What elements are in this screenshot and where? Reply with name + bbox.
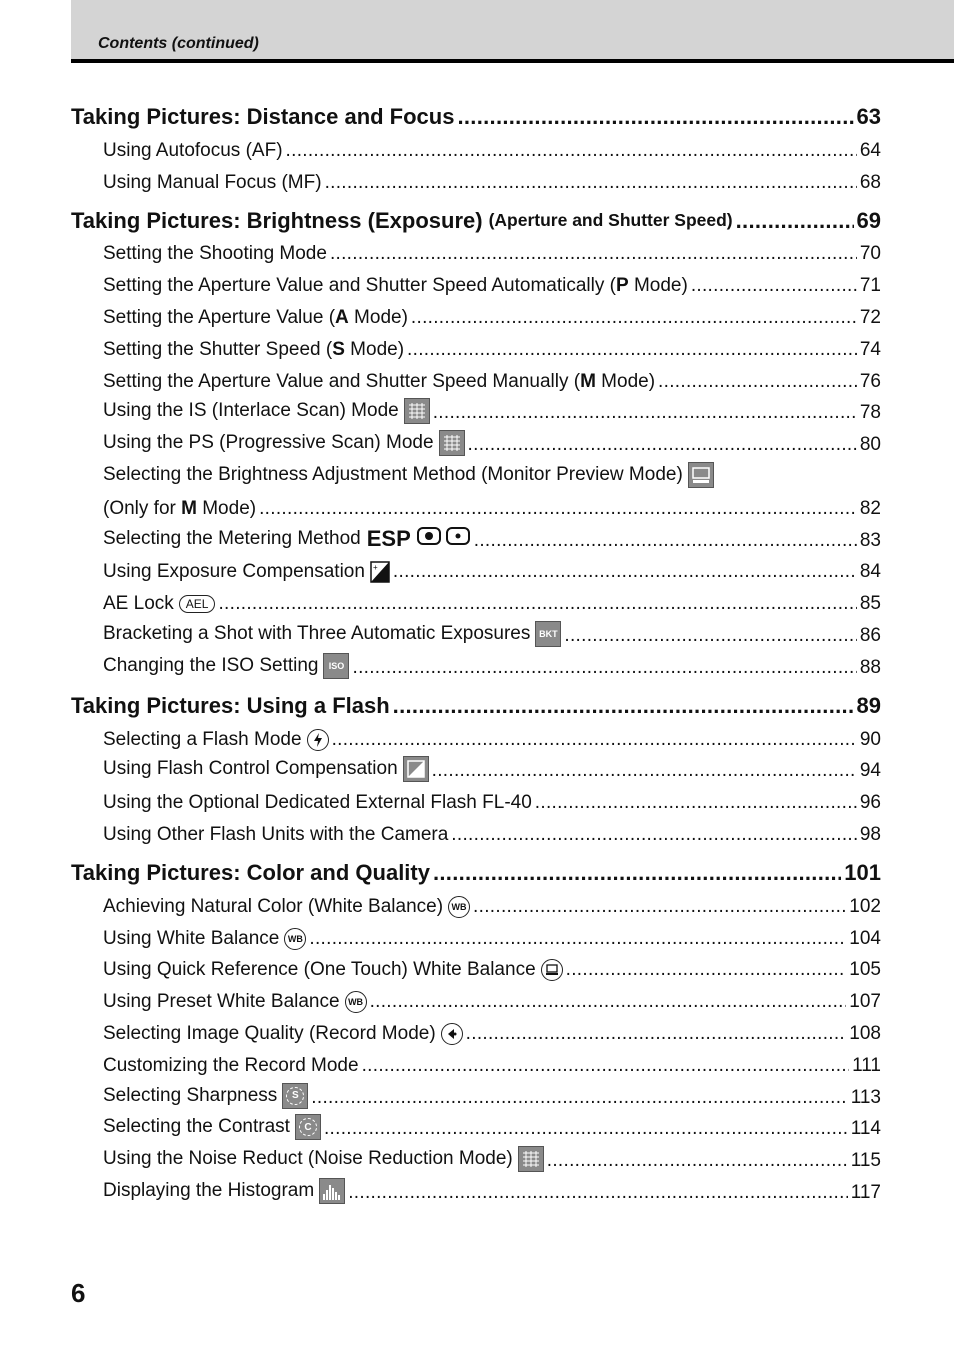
toc-section (71, 200, 881, 679)
leader-dots (218, 593, 856, 615)
entry-page-number: 115 (850, 1150, 881, 1172)
toc-entry (71, 782, 881, 814)
mode-letter: A (335, 306, 349, 328)
entry-page-number: 72 (859, 306, 881, 328)
entry-page-number: 86 (859, 624, 881, 646)
toc-entry (71, 719, 881, 751)
entry-page-number: 98 (859, 823, 881, 845)
toc-entry (71, 1013, 881, 1045)
entry-label: Using White Balance WB (103, 928, 306, 950)
toc-entry (71, 1045, 881, 1077)
entry-page-number: 83 (859, 529, 881, 551)
toc-entry (71, 615, 881, 647)
section-title-text: Taking Pictures: Color and Quality (71, 859, 430, 885)
monitor-mode-icon (688, 462, 714, 488)
wb-icon: WB (345, 991, 367, 1013)
entry-label: Selecting the Metering Method ESP (103, 526, 471, 552)
toc-entry (71, 583, 881, 615)
toc-entry (71, 329, 881, 361)
leader-dots (393, 561, 857, 583)
leader-dots (658, 371, 857, 393)
entry-page-number: 71 (859, 275, 881, 297)
leader-dots (473, 896, 846, 918)
toc-entry (71, 981, 881, 1013)
flash-compensation-icon (403, 756, 429, 782)
section-title (71, 104, 454, 130)
toc-entry (71, 456, 881, 488)
leader-dots (466, 1023, 847, 1045)
entry-page-number: 76 (859, 370, 881, 392)
toc-entry (71, 918, 881, 950)
entry-label: AE Lock AEL (103, 593, 215, 615)
page-number: 6 (71, 1278, 86, 1308)
wb-icon: WB (448, 896, 470, 918)
toc-entry (71, 520, 881, 552)
leader-dots (566, 959, 847, 981)
contrast-icon: C (295, 1114, 321, 1140)
toc-entry (71, 234, 881, 266)
toc-entry (71, 552, 881, 584)
leader-dots (451, 824, 857, 846)
mode-letter: M (181, 497, 197, 519)
toc-entry (71, 1077, 881, 1109)
leader-dots (474, 530, 857, 552)
toc-entry (71, 886, 881, 918)
mode-letter: S (332, 338, 345, 360)
entry-page-number: 70 (859, 243, 881, 265)
leader-dots (433, 402, 857, 424)
entry-label: Selecting Sharpness S (103, 1083, 308, 1109)
leader-dots (736, 208, 854, 234)
entry-label: Customizing the Record Mode (103, 1054, 359, 1076)
entry-label: Selecting the Contrast C (103, 1114, 321, 1140)
leader-dots (564, 625, 856, 647)
record-mode-icon (441, 1023, 463, 1045)
leader-dots (332, 729, 857, 751)
toc-entry (71, 814, 881, 846)
entry-label: Using the IS (Interlace Scan) Mode (103, 398, 430, 424)
section-title (71, 860, 430, 886)
entry-page-number: 105 (849, 959, 881, 981)
entry-page-number: 94 (859, 760, 881, 782)
leader-dots (362, 1055, 850, 1077)
entry-label: Achieving Natural Color (White Balance) WB (103, 896, 470, 918)
toc-entry (71, 1109, 881, 1141)
toc-entry (71, 488, 881, 520)
leader-dots (370, 991, 847, 1013)
leader-dots (433, 860, 841, 886)
entry-page-number: 96 (859, 792, 881, 814)
entry-page-number: 80 (859, 434, 881, 456)
sharpness-icon: S (282, 1083, 308, 1109)
entry-page-number: 74 (859, 338, 881, 360)
entry-page-number: 88 (859, 656, 881, 678)
section-page-number: 101 (844, 859, 881, 885)
leader-dots (535, 792, 857, 814)
entry-label: Selecting a Flash Mode (103, 729, 329, 751)
ael-icon: AEL (179, 595, 216, 613)
entry-page-number: 108 (849, 1022, 881, 1044)
progressive-scan-icon (439, 430, 465, 456)
entry-label: Setting the Aperture Value and Shutter Speed Manually ( M Mode) (103, 370, 656, 392)
table-of-contents (71, 92, 881, 1210)
entry-label: Setting the Aperture Value ( A Mode) (103, 306, 408, 328)
entry-page-number: 102 (849, 895, 881, 917)
toc-entry (71, 162, 881, 194)
toc-entry (71, 647, 881, 679)
leader-dots (393, 693, 854, 719)
entry-label: Setting the Aperture Value and Shutter Speed Automatically ( P Mode) (103, 275, 688, 297)
entry-label: Using the PS (Progressive Scan) Mode (103, 430, 465, 456)
entry-page-number: 85 (859, 593, 881, 615)
one-touch-wb-icon (541, 959, 563, 981)
entry-page-number: 104 (849, 927, 881, 949)
toc-entry (71, 130, 881, 162)
leader-dots (432, 760, 857, 782)
leader-dots (411, 307, 857, 329)
toc-entry (71, 297, 881, 329)
leader-dots (457, 104, 853, 130)
entry-label: Using the Optional Dedicated External Flash FL-40 (103, 792, 532, 814)
entry-label: Bracketing a Shot with Three Automatic Exposures BKT (103, 621, 561, 647)
header-title: Contents (continued) (98, 35, 259, 52)
entry-label: Selecting Image Quality (Record Mode) (103, 1023, 463, 1045)
entry-label: Using Autofocus (AF) (103, 139, 283, 161)
entry-page-number: 114 (850, 1118, 881, 1140)
section-title (71, 208, 733, 234)
toc-entry (71, 393, 881, 425)
entry-page-number: 78 (859, 402, 881, 424)
bkt-icon: BKT (535, 621, 561, 647)
entry-label: Using the Noise Reduct (Noise Reduction Mode) (103, 1146, 544, 1172)
entry-label: Using Quick Reference (One Touch) White Balance (103, 959, 563, 981)
entry-page-number: 107 (849, 991, 881, 1013)
toc-section (71, 96, 881, 194)
leader-dots (324, 1118, 848, 1140)
section-title-text: Taking Pictures: Distance and Focus (71, 104, 455, 129)
toc-entry (71, 950, 881, 982)
entry-label: Selecting the Brightness Adjustment Method (Monitor Preview Mode) (103, 462, 714, 488)
leader-dots (348, 1182, 848, 1204)
section-page-number: 63 (856, 104, 881, 129)
wb-icon: WB (284, 928, 306, 950)
exposure-compensation-icon (370, 561, 390, 583)
histogram-icon (319, 1178, 345, 1204)
entry-page-number: 113 (850, 1086, 881, 1108)
leader-dots (286, 140, 857, 162)
toc-entry (71, 1172, 881, 1204)
section-heading-row (71, 96, 881, 130)
section-subtitle: (Aperture and Shutter Speed) (488, 210, 733, 231)
entry-page-number: 111 (852, 1054, 881, 1076)
section-page-number: 69 (856, 207, 881, 233)
entry-label: Changing the ISO Setting ISO (103, 653, 349, 679)
section-page-number: 89 (856, 692, 881, 718)
noise-reduction-icon (518, 1146, 544, 1172)
leader-dots (468, 434, 857, 456)
leader-dots (691, 275, 857, 297)
entry-page-number: 117 (850, 1181, 881, 1203)
leader-dots (325, 172, 857, 194)
toc-entry (71, 265, 881, 297)
interlace-scan-icon (404, 398, 430, 424)
toc-section (71, 852, 881, 1204)
header-rule (71, 59, 954, 63)
section-title-text: Taking Pictures: Brightness (Exposure) (71, 207, 483, 233)
leader-dots (547, 1150, 848, 1172)
iso-icon: ISO (323, 653, 349, 679)
flash-icon (307, 729, 329, 751)
mode-letter: M (580, 370, 596, 392)
entry-label: Using Other Flash Units with the Camera (103, 823, 449, 845)
toc-entry (71, 751, 881, 783)
section-title (71, 693, 390, 719)
entry-page-number: 82 (859, 497, 881, 519)
entry-page-number: 64 (859, 139, 881, 161)
leader-dots (330, 243, 857, 265)
entry-page-number: 84 (859, 561, 881, 583)
entry-label: Using Flash Control Compensation (103, 756, 429, 782)
metering-icon: ESP (367, 526, 471, 552)
toc-entry (71, 424, 881, 456)
entry-page-number: 90 (859, 728, 881, 750)
toc-entry (71, 1140, 881, 1172)
leader-dots (311, 1087, 847, 1109)
entry-page-number: 68 (859, 171, 881, 193)
toc-entry (71, 361, 881, 393)
entry-label: Setting the Shooting Mode (103, 243, 327, 265)
entry-label: Using Exposure Compensation + (103, 561, 390, 583)
section-heading-row (71, 852, 881, 886)
toc-section (71, 685, 881, 846)
mode-letter: P (615, 275, 629, 297)
leader-dots (352, 657, 856, 679)
entry-label: (Only for M Mode) (103, 497, 257, 519)
entry-label: Using Manual Focus (MF) (103, 171, 322, 193)
leader-dots (259, 498, 857, 520)
section-title-text: Taking Pictures: Using a Flash (71, 692, 390, 718)
section-heading-row (71, 200, 881, 234)
svg-text:+: + (372, 563, 378, 573)
leader-dots (309, 928, 846, 950)
entry-label: Displaying the Histogram (103, 1178, 345, 1204)
entry-label: Setting the Shutter Speed ( S Mode) (103, 338, 405, 360)
section-heading-row (71, 685, 881, 719)
leader-dots (407, 339, 857, 361)
entry-label: Using Preset White Balance WB (103, 991, 367, 1013)
